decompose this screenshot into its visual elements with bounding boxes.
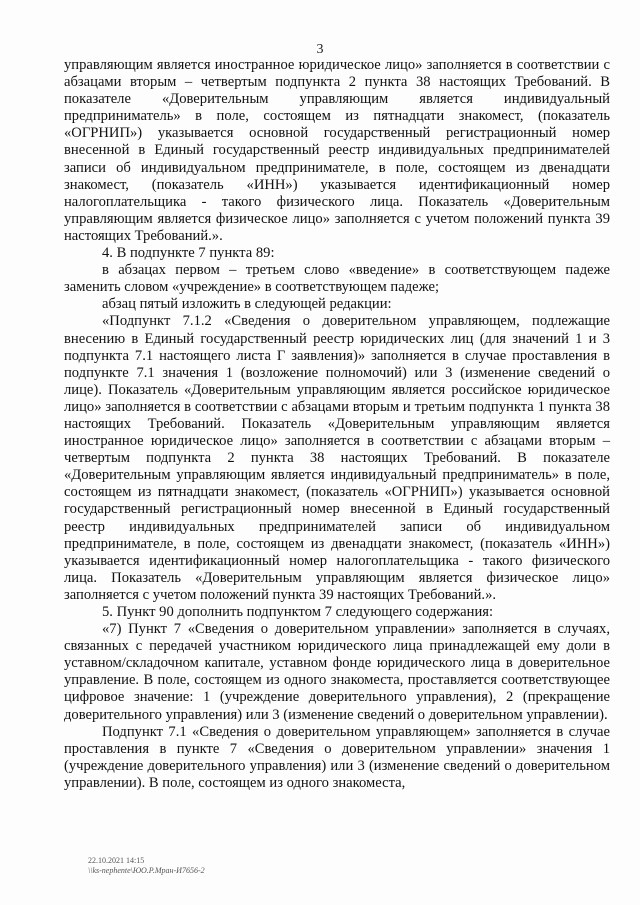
paragraph-4: абзац пятый изложить в следующей редакции: [102,296,392,313]
paragraph-1: управляющим является иностранное юридическое лицо» заполняется в соответствии с абзацами вторым – четвертым подпункта 2 пункта 38 настоящих Требований. В показателе «Доверительным управляющим является индивидуальный предприниматель» в поле, состоящем из пятнадцати знакомест, (показатель «ОГРНИП») указывается основной государственный регистрационный номер внесенной в Единый государственный реестр индивидуальных предпринимателей записи об индивидуальном предпринимателе, в поле, состоящем из двенадцати знакомест, (показатель «ИНН») указывается идентификационный номер налогоплательщика - такого физического лица. Показатель «Доверительным управляющим является физическое лицо» заполняется с учетом положений пункта 39 настоящих Требований.». [64,57,610,244]
paragraph-3: в абзацах первом – третьем слово «введение» в соответствующем падеже заменить словом «учреждение» в соответствующем падеже; [64,262,610,296]
paragraph-7: «7) Пункт 7 «Сведения о доверительном управлении» заполняется в случаях, связанных с передачей участником юридического лица принадлежащей ему доли в уставном/складочном капитале, уставном фонде юридического лица в доверительное управление. В поле, состоящем из одного знакоместа, проставляется соответствующее цифровое значение: 1 (учреждение доверительного управления), 2 (прекращение доверительного управления) или 3 (изменение сведений о доверительном управлении). [64,621,610,723]
footer-datetime: 22.10.2021 14:15 [88,856,145,865]
footer-file-path: \\ks-nephente\ЮО.Р.Мран-И7656-2 [88,866,205,875]
paragraph-6: 5. Пункт 90 дополнить подпунктом 7 следующего содержания: [102,604,494,620]
footer [88,856,205,876]
document-body [64,57,610,792]
paragraph-2: 4. В подпункте 7 пункта 89: [102,245,275,262]
page-number: 3 [316,42,324,57]
paragraph-8: Подпункт 7.1 «Сведения о доверительном управляющем» заполняется в случае проставления в пункте 7 «Сведения о доверительном управлении» значения 1 (учреждение доверительного управления) или 3 (изменение сведений о доверительном управлении). В поле, состоящем из одного знакоместа, [64,723,610,791]
paragraph-5: «Подпункт 7.1.2 «Сведения о доверительном управляющем, подлежащие внесению в Единый государственный реестр юридических лиц (для значений 1 и 3 подпункта 7.1 настоящего листа Г заявления)» заполняется в случае проставления в подпункте 7.1 значения 1 (возложение полномочий) или 3 (изменение сведений о лице). Показатель «Доверительным управляющим является российское юридическое лицо» заполняется в соответствии с абзацами вторым и третьим подпункта 1 пункта 38 настоящих Требований. Показатель «Доверительным управляющим является иностранное юридическое лицо» заполняется в соответствии с абзацами вторым – четвертым подпункта 2 пункта 38 настоящих Требований. В показателе «Доверительным управляющим является индивидуальный предприниматель» в поле, состоящем из пятнадцати знакомест, (показатель «ОГРНИП») указывается основной государственный регистрационный номер внесенной в Единый государственный реестр индивидуальных предпринимателей записи об индивидуальном предпринимателе, в поле, состоящем из двенадцати знакомест, (показатель «ИНН») указывается идентификационный номер налогоплательщика - такого физического лица. Показатель «Доверительным управляющим является физическое лицо» заполняется с учетом положений пункта 39 настоящих Требований.». [64,313,610,603]
